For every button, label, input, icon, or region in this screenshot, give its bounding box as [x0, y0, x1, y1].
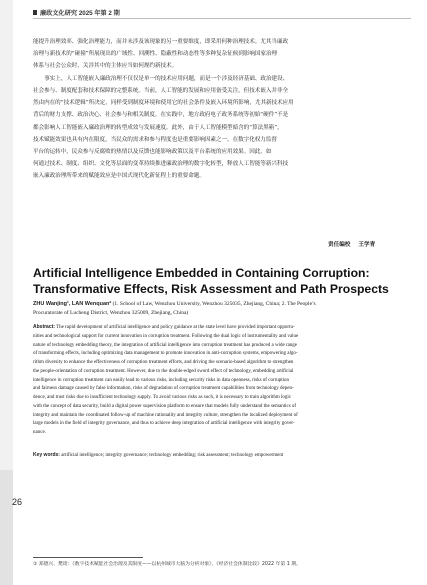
authors-block — [33, 300, 407, 318]
text-line: 何通过技术、制度、组织、文化等层面的变革持续推进廉政治理的数字化转型，释放人工智能等新兴科技 — [33, 161, 289, 168]
responsible-editor — [328, 240, 375, 248]
page-number: 26 — [12, 497, 23, 507]
chinese-paragraph-2 — [33, 73, 405, 182]
side-bar-tab — [0, 470, 13, 585]
abstract-line: of transforming effects, including optimizing data management to promote innovation in anti-corruption systems, empowering algo- — [33, 351, 298, 357]
abstract-line: nities and technological support for current innovation in corruption treatment. Following the dual logic of instrumentality and value — [33, 333, 299, 339]
author-affiliation: (1. School of Law, Wenzhou University, Wenzhou 325035, Zhejiang, China; 2. The People’s — [111, 301, 316, 307]
header-marker-icon — [33, 10, 37, 15]
text-line: 平台的运转中，民众参与反腐败的热情以及反馈也能影响政策以及平台系统的应用效果。因此，如 — [33, 148, 272, 155]
journal-title: 廉政文化研究 2025 年第 2 期 — [40, 10, 120, 17]
editor-label: 责任编校 — [328, 242, 351, 248]
english-title — [33, 266, 405, 297]
keywords — [33, 451, 407, 461]
text-line: 然由内在的“技术逻辑”所决定，同样受到制度环境和使用它的社会条件及嵌入环境所影响，尤其新技术应用 — [33, 100, 294, 107]
text-line: 体系与社会公众时，关涉其中的主体应当如何规约新技术。 — [33, 63, 178, 70]
keywords-text: artificial intelligence; integrity governance; technology embedding; risk assessment; technology empowerment — [59, 453, 284, 458]
english-abstract — [33, 323, 407, 438]
abstract-line: integrity and maintain the coordinated follow-up of machine rationality and integrity culture, strengthen the localized deployment of — [33, 412, 298, 418]
footnote-rule — [33, 557, 143, 558]
text-line: 都会影响人工智能嵌入廉政治理的转型成效与发展速度。此外，由于人工智能模型暗含的“算法黑箱”， — [33, 124, 283, 131]
text-line: 事实上，人工智能嵌入廉政治理不仅仅是单一的技术应用问题，而是一个涉及经济基础、政治建设、 — [44, 76, 289, 82]
chinese-paragraph-1 — [33, 36, 405, 72]
abstract-line: large models in the field of integrity governance, and thus to achieve deep integration of artificial intelligence with integrity gover- — [33, 421, 295, 427]
footnote: ① 郑德兴、樊琦：《数字技术赋能社会治理及其限度——以杭州城市大脑为分析对象》，《经济社会体制比较》2022 年第 1 期。 — [33, 562, 301, 567]
abstract-line: the people-orientation of corruption treatment. However, due to the double-edged sword effect of technology, embedding artificial — [33, 368, 294, 374]
text-line: 社会参与、制度配套和技术保障的完整系统。当前，人工智能的发展和应用备受关注，但技术嵌入并非全 — [33, 88, 289, 95]
author-names: ZHU Wanjing¹, LAN Wenquan² — [33, 301, 112, 307]
abstract-line: intelligence in corruption treatment can easily lead to various risks, including security risks in data openness, risks of corruption — [33, 377, 290, 383]
text-line: 治理与新技术的“碰撞”所展现出的广域性、回溯性、隐蔽性和动态性等多种复杂征候到影响国家治理 — [33, 51, 278, 58]
abstract-line: dence, and trust risks due to insufficient technology supply. To avoid various risks as such, it is necessary to train algorithm logic — [33, 395, 291, 400]
keywords-label: Key words: — [33, 452, 60, 458]
text-line: 能提升治理效率、强化治理能力，而并未涉及该现象的另一重要维度，即采用何种治理技术。尤其当廉政 — [33, 39, 289, 45]
author-affiliation-cont: Procuratorate of Lucheng District, Wenzhou 325009, Zhejiang, China) — [33, 310, 189, 316]
abstract-line: nature of technology embedding theory, the integration of artificial intelligence into corruption treatment has produced a wide range — [33, 342, 298, 348]
abstract-line: nance. — [33, 430, 46, 435]
abstract-label: Abstract: — [33, 324, 55, 330]
title-line-2: Transformative Effects, Risk Assessment and Path Prospects — [33, 281, 389, 296]
running-header — [33, 8, 120, 17]
text-line: 背后的财力支撑、政治决心、社会参与和相关制度。在实践中，地方政府电子政务系统等初始“硬件”不是 — [33, 112, 289, 119]
abstract-line: The rapid development of artificial intelligence and policy guidance at the state level have provided important opportu- — [54, 325, 295, 330]
abstract-line: and fairness damage caused by false information, risks of degradation of corruption treatment capabilities from technology depen- — [33, 386, 294, 392]
text-line: 技术赋能效果也具有内在限度，当民众的需求和参与程度也是重要影响因素之一。在数字化权力监督 — [33, 136, 277, 143]
text-line: 嵌入廉政治理所带来的赋能效应是中国式现代化新征程上的重要命题。 — [33, 173, 205, 180]
editor-name: 王学青 — [358, 242, 376, 248]
abstract-line: rithm diversity to enhance the effectiveness of corruption treatment efforts, and driving the scenario-based algorithm to strengthen — [33, 360, 294, 365]
header-rule — [33, 18, 411, 19]
title-line-1: Artificial Intelligence Embedded in Containing Corruption: — [33, 266, 370, 280]
abstract-line: with the concept of data security, build a digital power supervision platform to ensure that models fully understand the semantics of — [33, 403, 297, 409]
